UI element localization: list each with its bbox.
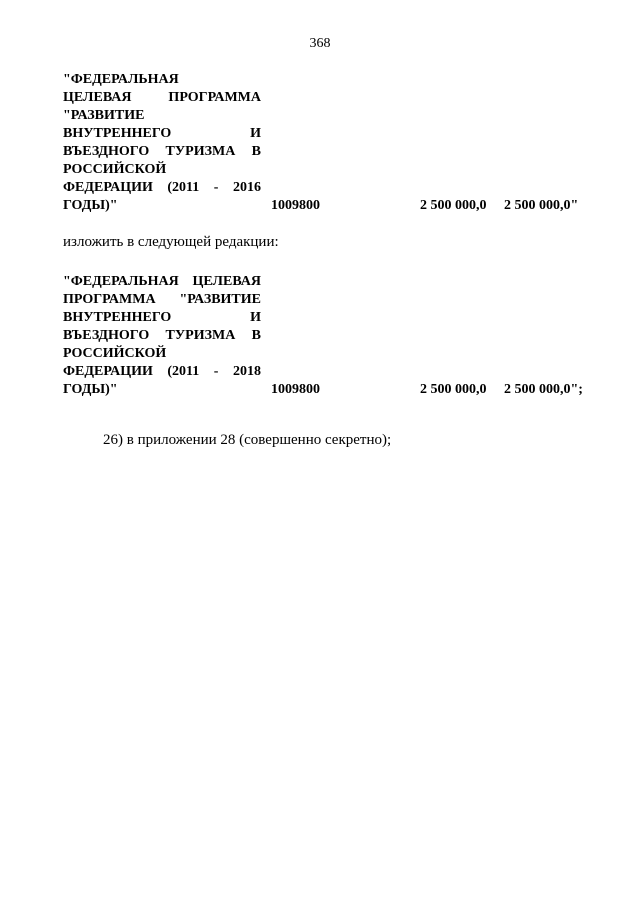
entry-value-1: 2 500 000,0 (420, 198, 487, 213)
entry-name-line: ФЕДЕРАЦИИ (2011 - 2018 (63, 364, 261, 379)
entry-name-line: РОССИЙСКОЙ (63, 162, 167, 177)
entry-name-line: ЦЕЛЕВАЯ ПРОГРАММА (63, 90, 261, 105)
list-item-26: 26) в приложении 28 (совершенно секретно); (103, 432, 392, 448)
entry-code: 1009800 (271, 198, 320, 213)
entry-name-line: ВЪЕЗДНОГО ТУРИЗМА В (63, 144, 261, 159)
entry-name-line: "ФЕДЕРАЛЬНАЯ ЦЕЛЕВАЯ (63, 274, 261, 289)
page-number: 368 (309, 36, 331, 51)
entry-name-line: ВЪЕЗДНОГО ТУРИЗМА В (63, 328, 261, 343)
entry-name-line: РОССИЙСКОЙ (63, 346, 167, 361)
entry-name-line: ФЕДЕРАЦИИ (2011 - 2016 (63, 180, 261, 195)
entry-name-line: ГОДЫ)" (63, 198, 118, 213)
entry-name-line: ГОДЫ)" (63, 382, 118, 397)
entry-value-2: 2 500 000,0" (504, 198, 579, 213)
entry-name-line: ПРОГРАММА "РАЗВИТИЕ (63, 292, 261, 307)
instruction-text: изложить в следующей редакции: (63, 234, 279, 250)
entry-value-1: 2 500 000,0 (420, 382, 487, 397)
entry-name-line: ВНУТРЕННЕГО И (63, 310, 261, 325)
budget-entry-new (63, 273, 593, 399)
entry-value-2: 2 500 000,0"; (504, 382, 583, 397)
entry-last-row (63, 381, 593, 399)
entry-last-row (63, 197, 593, 215)
entry-name-line: ВНУТРЕННЕГО И (63, 126, 261, 141)
entry-name-line: "ФЕДЕРАЛЬНАЯ (63, 72, 179, 87)
budget-entry-old (63, 71, 593, 215)
entry-code: 1009800 (271, 382, 320, 397)
entry-name-line: "РАЗВИТИЕ (63, 108, 145, 123)
